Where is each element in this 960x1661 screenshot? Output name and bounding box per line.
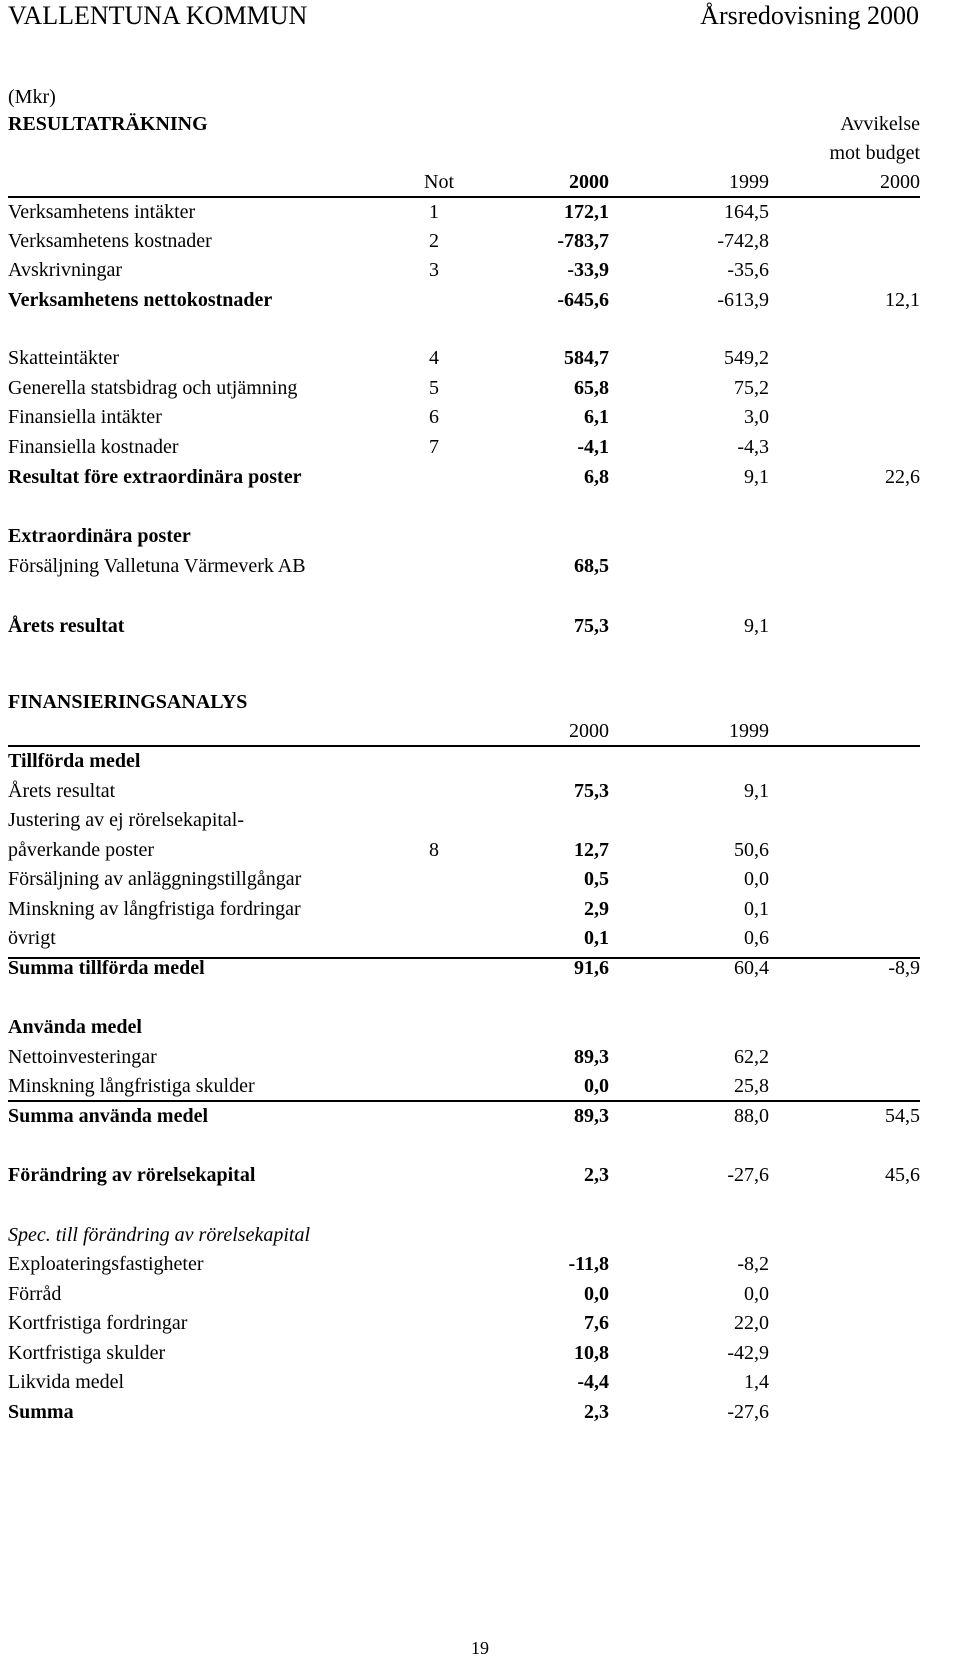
col-header-1999: 1999 xyxy=(729,171,769,193)
value-1999: 50,6 xyxy=(734,839,769,861)
value-2000: 89,3 xyxy=(574,1105,609,1127)
table-row xyxy=(8,778,920,804)
income-column-header xyxy=(8,169,920,195)
row-note: 5 xyxy=(429,377,439,399)
value-2000: 2,3 xyxy=(584,1401,609,1423)
row-label: Likvida medel xyxy=(8,1371,125,1393)
table-row xyxy=(8,1281,920,1307)
table-row xyxy=(8,925,920,951)
table-row xyxy=(8,1073,920,1099)
value-2000: -4,4 xyxy=(577,1371,609,1393)
row-label: Förråd xyxy=(8,1283,62,1305)
income-header-rule xyxy=(8,196,920,198)
unit-label: (Mkr) xyxy=(8,86,56,108)
value-1999: -42,9 xyxy=(727,1342,769,1364)
value-1999: 25,8 xyxy=(734,1075,769,1097)
value-2000: 2,9 xyxy=(584,898,609,920)
row-label: Generella statsbidrag och utjämning xyxy=(8,377,298,399)
table-row xyxy=(8,464,920,490)
row-label: Exploateringsfastigheter xyxy=(8,1253,204,1275)
row-note: 2 xyxy=(429,230,439,252)
value-1999: 1,4 xyxy=(744,1371,769,1393)
row-label: Använda medel xyxy=(8,1016,142,1038)
row-note: 8 xyxy=(429,839,439,861)
row-label: Kortfristiga skulder xyxy=(8,1342,166,1364)
col-header-2000: 2000 xyxy=(569,171,609,193)
value-2000: 7,6 xyxy=(584,1312,609,1334)
value-1999: 3,0 xyxy=(744,406,769,428)
organization-name: VALLENTUNA KOMMUN xyxy=(8,1,308,30)
table-row xyxy=(8,1310,920,1336)
value-2000: 172,1 xyxy=(564,201,609,223)
table-row xyxy=(8,837,920,863)
value-2000: 89,3 xyxy=(574,1046,609,1068)
fin-col-header-2000: 2000 xyxy=(569,720,609,742)
value-2000: 0,0 xyxy=(584,1283,609,1305)
table-row xyxy=(8,523,920,549)
row-label: Verksamhetens kostnader xyxy=(8,230,212,252)
table-row xyxy=(8,257,920,283)
row-label: Verksamhetens intäkter xyxy=(8,201,196,223)
row-label: Summa tillförda medel xyxy=(8,957,205,979)
row-label: Årets resultat xyxy=(8,615,125,637)
table-row xyxy=(8,1044,920,1070)
deviation-header-line2: mot budget xyxy=(829,142,920,164)
value-1999: 0,6 xyxy=(744,927,769,949)
value-deviation: -8,9 xyxy=(888,957,920,979)
row-label: Försäljning av anläggningstillgångar xyxy=(8,868,302,890)
page-number: 19 xyxy=(471,1638,489,1658)
value-2000: 0,0 xyxy=(584,1075,609,1097)
value-1999: -4,3 xyxy=(737,436,769,458)
value-deviation: 54,5 xyxy=(885,1105,920,1127)
row-label: Justering av ej rörelsekapital- xyxy=(8,809,245,831)
value-2000: 75,3 xyxy=(574,780,609,802)
value-2000: 0,5 xyxy=(584,868,609,890)
value-1999: 22,0 xyxy=(734,1312,769,1334)
value-2000: 6,8 xyxy=(584,466,609,488)
value-2000: -4,1 xyxy=(577,436,609,458)
value-1999: 0,1 xyxy=(744,898,769,920)
row-label: påverkande poster xyxy=(8,839,155,861)
value-2000: 91,6 xyxy=(574,957,609,979)
value-1999: 60,4 xyxy=(734,957,769,979)
value-1999: -27,6 xyxy=(727,1164,769,1186)
rule-before-summa-anvanda xyxy=(8,1100,920,1102)
table-row xyxy=(8,1340,920,1366)
value-2000: 2,3 xyxy=(584,1164,609,1186)
table-row xyxy=(8,1162,920,1188)
value-2000: 12,7 xyxy=(574,839,609,861)
row-label: Försäljning Valletuna Värmeverk AB xyxy=(8,555,306,577)
row-note: 7 xyxy=(429,436,439,458)
table-row xyxy=(8,287,920,313)
value-1999: 62,2 xyxy=(734,1046,769,1068)
row-label: Årets resultat xyxy=(8,780,116,802)
spec-title: Spec. till förändring av rörelsekapital xyxy=(8,1224,311,1246)
value-1999: 9,1 xyxy=(744,466,769,488)
value-2000: -11,8 xyxy=(568,1253,609,1275)
col-header-deviation: 2000 xyxy=(880,171,920,193)
table-row xyxy=(8,807,920,833)
table-row xyxy=(8,1399,920,1425)
table-row xyxy=(8,896,920,922)
table-row xyxy=(8,375,920,401)
table-row xyxy=(8,1103,920,1129)
row-note: 1 xyxy=(429,201,439,223)
row-label: Finansiella intäkter xyxy=(8,406,162,428)
value-2000: -33,9 xyxy=(567,259,609,281)
row-note: 4 xyxy=(429,347,439,369)
value-1999: -613,9 xyxy=(717,289,769,311)
value-1999: 75,2 xyxy=(734,377,769,399)
value-1999: -35,6 xyxy=(727,259,769,281)
financing-header-rule xyxy=(8,745,920,747)
table-row xyxy=(8,1251,920,1277)
col-header-not: Not xyxy=(424,171,454,193)
value-1999: 0,0 xyxy=(744,868,769,890)
value-1999: 9,1 xyxy=(744,615,769,637)
row-label: Finansiella kostnader xyxy=(8,436,179,458)
row-note: 6 xyxy=(429,406,439,428)
row-label: Tillförda medel xyxy=(8,750,141,772)
table-row xyxy=(8,613,920,639)
row-label: Summa använda medel xyxy=(8,1105,209,1127)
value-1999: 549,2 xyxy=(724,347,769,369)
table-row xyxy=(8,345,920,371)
value-1999: 0,0 xyxy=(744,1283,769,1305)
value-2000: -783,7 xyxy=(557,230,609,252)
row-note: 3 xyxy=(429,259,439,281)
row-label: Resultat före extraordinära poster xyxy=(8,466,302,488)
financing-column-header xyxy=(8,718,920,744)
value-1999: 164,5 xyxy=(724,201,769,223)
table-row xyxy=(8,553,920,579)
financing-title: FINANSIERINGSANALYS xyxy=(8,691,248,713)
row-label: Minskning långfristiga skulder xyxy=(8,1075,255,1097)
row-label: Nettoinvesteringar xyxy=(8,1046,157,1068)
value-2000: 0,1 xyxy=(584,927,609,949)
row-label: Summa xyxy=(8,1401,74,1423)
table-row xyxy=(8,434,920,460)
value-1999: 9,1 xyxy=(744,780,769,802)
row-label: Förändring av rörelsekapital xyxy=(8,1164,256,1186)
fin-col-header-1999: 1999 xyxy=(729,720,769,742)
value-1999: 88,0 xyxy=(734,1105,769,1127)
table-row xyxy=(8,1369,920,1395)
value-2000: 584,7 xyxy=(564,347,609,369)
value-deviation: 45,6 xyxy=(885,1164,920,1186)
deviation-header-line1: Avvikelse xyxy=(840,113,920,135)
table-row xyxy=(8,748,920,774)
row-label: Kortfristiga fordringar xyxy=(8,1312,188,1334)
income-statement-title: RESULTATRÄKNING xyxy=(8,113,208,135)
report-title: Årsredovisning 2000 xyxy=(700,1,919,30)
value-1999: -8,2 xyxy=(737,1253,769,1275)
table-row xyxy=(8,199,920,225)
value-2000: 10,8 xyxy=(574,1342,609,1364)
row-label: Verksamhetens nettokostnader xyxy=(8,289,273,311)
row-label: Skatteintäkter xyxy=(8,347,120,369)
value-2000: -645,6 xyxy=(557,289,609,311)
value-deviation: 22,6 xyxy=(885,466,920,488)
row-label: Avskrivningar xyxy=(8,259,123,281)
value-1999: -27,6 xyxy=(727,1401,769,1423)
value-2000: 68,5 xyxy=(574,555,609,577)
value-deviation: 12,1 xyxy=(885,289,920,311)
value-2000: 75,3 xyxy=(574,615,609,637)
row-label: övrigt xyxy=(8,927,56,949)
row-label: Minskning av långfristiga fordringar xyxy=(8,898,301,920)
table-row xyxy=(8,1014,920,1040)
table-row xyxy=(8,404,920,430)
value-1999: -742,8 xyxy=(717,230,769,252)
value-2000: 6,1 xyxy=(584,406,609,428)
rule-before-summa-tillforda xyxy=(8,957,920,959)
value-2000: 65,8 xyxy=(574,377,609,399)
table-row xyxy=(8,228,920,254)
table-row xyxy=(8,866,920,892)
row-label: Extraordinära poster xyxy=(8,525,191,547)
